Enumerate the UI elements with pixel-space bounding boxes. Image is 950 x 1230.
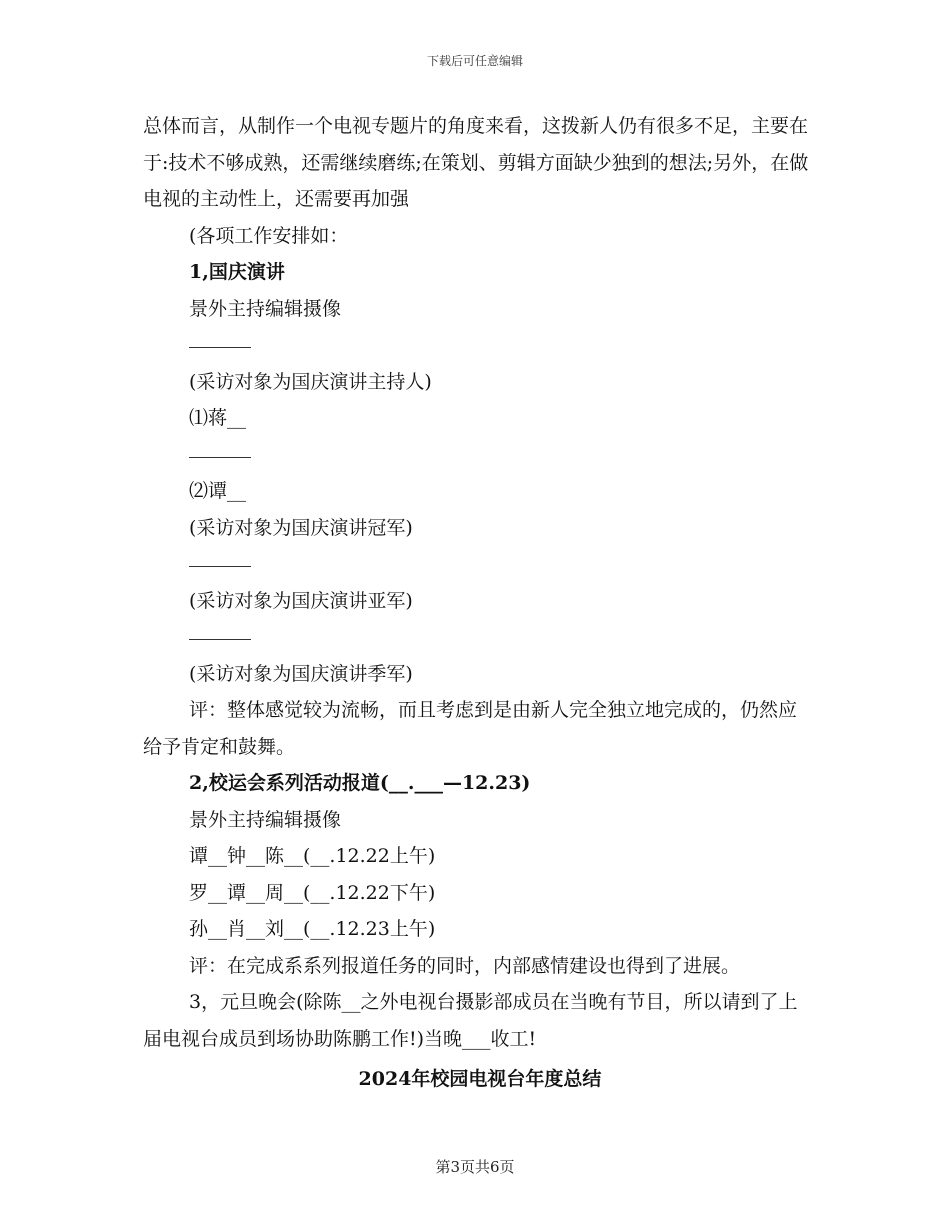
paragraph-review: 评：整体感觉较为流畅，而且考虑到是由新人完全独立地完成的，仍然应给予肯定和鼓舞。 — [143, 699, 798, 758]
paragraph-schedule: 罗__谭__周__(__.12.22下午) — [189, 881, 436, 904]
paragraph-interviewee: (采访对象为国庆演讲主持人) — [189, 370, 432, 393]
paragraph-summary: 总体而言，从制作一个电视专题片的角度来看，这拨新人仍有很多不足，主要在于:技术不够成熟，还需继续磨练;在策划、剪辑方面缺少独到的想法;另外，在做电视的主动性上，还需要再加强 — [143, 115, 809, 210]
page-header: 下载后可任意编辑 — [426, 54, 523, 68]
section-heading-2: 2,校运会系列活动报道(__.___—12.23) — [189, 772, 531, 794]
paragraph-new-year-gala: 3，元旦晚会(除陈__之外电视台摄影部成员在当晚有节目，所以请到了上届电视台成员到场协助陈鹏工作!)当晚___收工! — [143, 991, 798, 1050]
paragraph-roles: 景外主持编辑摄像 — [189, 808, 342, 831]
paragraph-item: ⑵谭__ — [189, 480, 247, 502]
paragraph-arrangement-intro: (各项工作安排如： — [189, 224, 349, 247]
blank-line — [143, 546, 811, 583]
paragraph-interviewee: (采访对象为国庆演讲亚军) — [189, 589, 413, 612]
document-title: 2024年校园电视台年度总结 — [358, 1068, 602, 1090]
paragraph-interviewee: (采访对象为国庆演讲冠军) — [189, 516, 413, 539]
paragraph-schedule: 孙__肖__刘__(__.12.23上午) — [189, 918, 436, 940]
blank-line — [143, 327, 811, 364]
blank-line — [143, 437, 811, 474]
page-footer: 第3页共6页 — [435, 1158, 515, 1176]
paragraph-review: 评：在完成系系列报道任务的同时，内部感情建设也得到了进展。 — [189, 954, 741, 977]
paragraph-schedule: 谭__钟__陈__(__.12.22上午) — [189, 845, 436, 867]
document-body — [143, 108, 811, 1098]
section-heading-1: 1,国庆演讲 — [189, 261, 285, 283]
paragraph-interviewee: (采访对象为国庆演讲季军) — [189, 662, 413, 685]
paragraph-item: ⑴蒋__ — [189, 407, 247, 429]
blank-line — [143, 619, 811, 656]
paragraph-roles: 景外主持编辑摄像 — [189, 297, 342, 320]
